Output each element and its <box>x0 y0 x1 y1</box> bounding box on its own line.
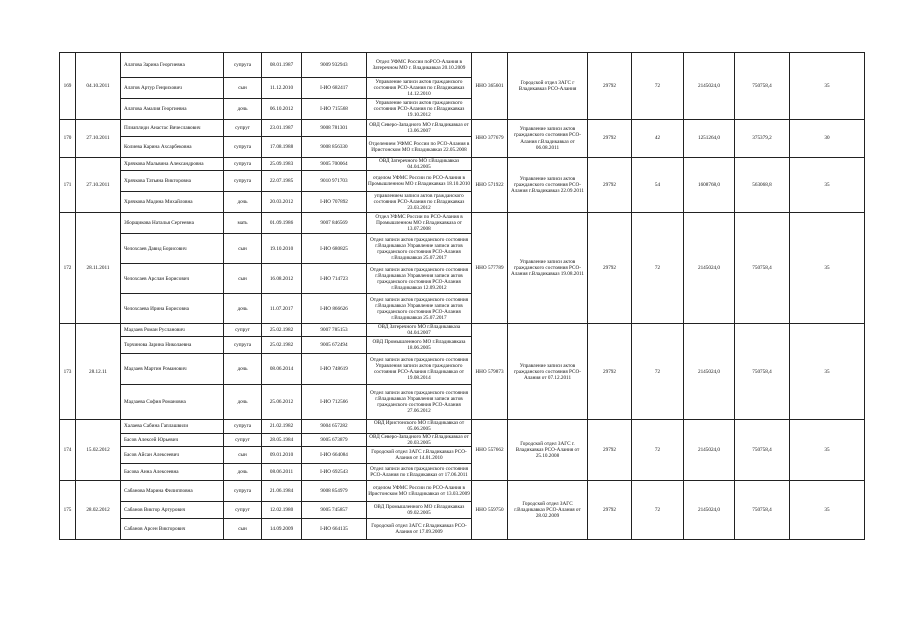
member-document: 9008 781301 <box>302 120 367 137</box>
member-issued-by: Городской отдел ЗАГС г.Владикавказ РСО-Алания от 14.01.2010 <box>367 446 472 463</box>
value-col-4: 750758,4 <box>735 53 790 120</box>
record-number: 172 <box>60 213 76 324</box>
value-col-3: 2145024,0 <box>684 480 735 539</box>
member-name: Басов Алексей Юрьевич <box>121 433 224 446</box>
member-document: 9007 785153 <box>302 324 367 337</box>
member-document: 9008 854979 <box>302 480 367 501</box>
member-birth-date: 25.02.1982 <box>262 337 302 354</box>
member-birth-date: 25.09.1983 <box>262 158 302 171</box>
value-col-5: 35 <box>790 480 865 539</box>
record-number: 171 <box>60 158 76 213</box>
member-relation: сын <box>224 264 262 294</box>
record-number: 170 <box>60 120 76 158</box>
member-relation: супруга <box>224 420 262 433</box>
member-relation: дочь <box>224 354 262 385</box>
marriage-certificate: ННО 377679 <box>472 120 508 158</box>
member-relation: сын <box>224 518 262 539</box>
member-issued-by: Отдел записи актов гражданского состояния г.Владикавказ Управление записи актов гражданского состояния РСО-Алания г.Владикавказ 25.07.2017 <box>367 294 472 324</box>
value-col-5: 35 <box>790 53 865 120</box>
value-col-2: 72 <box>632 213 684 324</box>
value-col-4: 750758,4 <box>735 213 790 324</box>
record-date: 27.10.2011 <box>76 158 121 213</box>
value-col-5: 35 <box>790 158 865 213</box>
member-document: 9008 856330 <box>302 137 367 158</box>
member-name: Мадзаев Мартин Романович <box>121 354 224 385</box>
value-col-1: 29792 <box>588 120 632 158</box>
value-col-2: 72 <box>632 480 684 539</box>
value-col-1: 29792 <box>588 53 632 120</box>
member-birth-date: 22.07.1985 <box>262 171 302 192</box>
value-col-2: 42 <box>632 120 684 158</box>
member-document: I-ИО 680825 <box>302 234 367 264</box>
member-relation: супруг <box>224 324 262 337</box>
member-birth-date: 28.05.1984 <box>262 433 302 446</box>
member-document: 9010 971703 <box>302 171 367 192</box>
value-col-5: 35 <box>790 420 865 480</box>
member-issued-by: Отдел записи актов гражданского состояния Управления записи актов гражданского состояния РСО-Алания г.Владикавказ от 19.08.2014 <box>367 354 472 385</box>
value-col-2: 72 <box>632 420 684 480</box>
value-col-1: 29792 <box>588 158 632 213</box>
member-relation: супруга <box>224 171 262 192</box>
member-name: Басова Анна Алексеевна <box>121 463 224 480</box>
member-document: 9004 657282 <box>302 420 367 433</box>
member-birth-date: 25.06.2012 <box>262 385 302 420</box>
member-relation: супруга <box>224 137 262 158</box>
member-name: Мадзаева София Романовна <box>121 385 224 420</box>
table-row <box>60 53 865 78</box>
member-name: Хрячкова Мадина Михайловна <box>121 192 224 213</box>
member-name: Торчинова Зарина Николаевна <box>121 337 224 354</box>
member-birth-date: 17.08.1988 <box>262 137 302 158</box>
member-birth-date: 08.06.2011 <box>262 463 302 480</box>
value-col-1: 29792 <box>588 480 632 539</box>
marriage-certificate: ННО 365601 <box>472 53 508 120</box>
member-name: Челохсаев Арслан Борисович <box>121 264 224 294</box>
member-birth-date: 16.08.2012 <box>262 264 302 294</box>
member-birth-date: 25.02.1982 <box>262 324 302 337</box>
member-name: Сабанова Марина Филипповна <box>121 480 224 501</box>
member-relation: супруга <box>224 158 262 171</box>
record-date: 28.02.2012 <box>76 480 121 539</box>
value-col-3: 2145024,0 <box>684 324 735 420</box>
member-relation: дочь <box>224 99 262 120</box>
member-issued-by: Отдел записи актов гражданского состояния РСО-Алания по г.Владикавказ от 17.06.2011 <box>367 463 472 480</box>
member-birth-date: 09.01.2010 <box>262 446 302 463</box>
table-row <box>60 480 865 501</box>
member-issued-by: Отдел записи актов гражданского состояния г.Владикавказ Управление записи актов гражданского состояния РСО-Алания г.Владикавказ 25.07.2017 <box>367 234 472 264</box>
member-issued-by: ОВД Затеречного МО г.Владикавказ 04.04.2005 <box>367 158 472 171</box>
member-birth-date: 08.06.2014 <box>262 354 302 385</box>
member-name: Алатова Зарина Георгиевна <box>121 53 224 78</box>
member-birth-date: 06.10.2012 <box>262 99 302 120</box>
value-col-2: 54 <box>632 158 684 213</box>
value-col-1: 29792 <box>588 420 632 480</box>
record-date: 27.10.2011 <box>76 120 121 158</box>
member-name: Хрячкова Татьяна Викторовна <box>121 171 224 192</box>
member-relation: супруг <box>224 433 262 446</box>
member-name: Сабанов Виктор Артурович <box>121 501 224 518</box>
member-issued-by: ОВД Иристонского МО г.Владикавказ от 05.06.2005 <box>367 420 472 433</box>
member-name: Алатов Артур Генрихович <box>121 78 224 99</box>
value-col-3: 2145024,0 <box>684 213 735 324</box>
registry-office: Управление записи актов гражданского состояния РСО-Алания от 07.12.2011 <box>508 324 588 420</box>
member-document: 9005 672494 <box>302 337 367 354</box>
member-relation: супруга <box>224 480 262 501</box>
member-birth-date: 12.02.1980 <box>262 501 302 518</box>
table-row <box>60 420 865 433</box>
member-document: I-ИО 707892 <box>302 192 367 213</box>
member-relation: супруг <box>224 501 262 518</box>
value-col-4: 750758,4 <box>735 480 790 539</box>
value-col-2: 72 <box>632 324 684 420</box>
member-name: Челохсаев Давид Борисович <box>121 234 224 264</box>
value-col-4: 750758,4 <box>735 420 790 480</box>
record-number: 175 <box>60 480 76 539</box>
value-col-5: 35 <box>790 213 865 324</box>
table-row <box>60 324 865 337</box>
marriage-certificate: ННО 571922 <box>472 158 508 213</box>
member-birth-date: 14.09.2009 <box>262 518 302 539</box>
member-issued-by: Городской отдел ЗАГС г.Владикавказ РСО-Алания от 17.09.2009 <box>367 518 472 539</box>
marriage-certificate: ННО 579873 <box>472 324 508 420</box>
member-relation: дочь <box>224 294 262 324</box>
records-body <box>60 53 865 540</box>
member-relation: супруга <box>224 53 262 78</box>
member-document: I-ИО 712566 <box>302 385 367 420</box>
member-issued-by: ОВД Промышленного МО г.Владикавказа 18.06.2005 <box>367 337 472 354</box>
table-row <box>60 158 865 171</box>
member-issued-by: Управление записи актов гражданского состояния РСО-Алания по г.Владикавказ 19.10.2012 <box>367 99 472 120</box>
marriage-certificate: ННО 559750 <box>472 480 508 539</box>
record-number: 173 <box>60 324 76 420</box>
value-col-3: 2145024,0 <box>684 420 735 480</box>
value-col-5: 30 <box>790 120 865 158</box>
record-date: 28.12.11 <box>76 324 121 420</box>
member-name: Хрячкова Мальвина Александровна <box>121 158 224 171</box>
member-relation: сын <box>224 78 262 99</box>
value-col-3: 2145024,0 <box>684 53 735 120</box>
value-col-5: 35 <box>790 324 865 420</box>
member-issued-by: Отдел УФМС России поРСО-Алания в Затеречном МО г. Владикавказ 20.10.2009 <box>367 53 472 78</box>
member-birth-date: 21.06.1984 <box>262 480 302 501</box>
record-date: 04.10.2011 <box>76 53 121 120</box>
member-relation: дочь <box>224 385 262 420</box>
member-relation: супруг <box>224 120 262 137</box>
member-birth-date: 08.01.1987 <box>262 53 302 78</box>
marriage-certificate: ННО 577789 <box>472 213 508 324</box>
table-row <box>60 120 865 137</box>
records-table <box>59 52 865 540</box>
member-issued-by: ОВД Затеречного МО г.Владикавказа 04.04.2007 <box>367 324 472 337</box>
record-date: 15.02.2012 <box>76 420 121 480</box>
member-birth-date: 21.02.1982 <box>262 420 302 433</box>
member-birth-date: 20.03.2012 <box>262 192 302 213</box>
member-issued-by: Отделением УФМС России по РСО-Алания в Иристонском МО г.Владикавказ 22.05.2008 <box>367 137 472 158</box>
registry-office: Городской отдел ЗАГС г. Владикавказ РСО-Алания от 25.10.2008 <box>508 420 588 480</box>
member-name: Зборщикова Наталья Сергеевна <box>121 213 224 234</box>
value-col-2: 72 <box>632 53 684 120</box>
member-document: I-ИО 664135 <box>302 518 367 539</box>
member-birth-date: 11.07.2017 <box>262 294 302 324</box>
member-relation: дочь <box>224 463 262 480</box>
value-col-4: 375379,2 <box>735 120 790 158</box>
member-issued-by: ОВД Промышленного МО г.Владикавказ 09.02.2005 <box>367 501 472 518</box>
value-col-1: 29792 <box>588 324 632 420</box>
member-document: I-ИО 866626 <box>302 294 367 324</box>
record-number: 169 <box>60 53 76 120</box>
record-number: 174 <box>60 420 76 480</box>
member-issued-by: Отдел записи актов гражданского состояния г.Владикавказ Управления записи актов гражданского состояния РСО-Алания г.Владикавказ 12.09.2012 <box>367 264 472 294</box>
member-document: 9005 745857 <box>302 501 367 518</box>
member-relation: дочь <box>224 192 262 213</box>
member-name: Челохсаева Ирина Борисовна <box>121 294 224 324</box>
member-document: 9005 673879 <box>302 433 367 446</box>
member-relation: мать <box>224 213 262 234</box>
registry-office: Городской отдел ЗАГС г.Владикавказ РСО-Алания от 28.02.2009 <box>508 480 588 539</box>
registry-office: Городской отдел ЗАГС г Владикавказ РСО-Алания <box>508 53 588 120</box>
member-document: 9009 932943 <box>302 53 367 78</box>
value-col-4: 563068,8 <box>735 158 790 213</box>
record-date: 28.11.2011 <box>76 213 121 324</box>
member-issued-by: отделом УФМС России по РСО-Алания в Промышленном МО г.Владикавказ 18.10.2010 <box>367 171 472 192</box>
member-name: Алатова Амалия Георгиевна <box>121 99 224 120</box>
member-document: 9005 700064 <box>302 158 367 171</box>
member-document: I-ИО 748619 <box>302 354 367 385</box>
member-document: I-ИО 682417 <box>302 78 367 99</box>
member-issued-by: отделом УФМС России по РСО-Алания в Иристонском МО г.Владикавказ от 13.03.2009 <box>367 480 472 501</box>
value-col-1: 29792 <box>588 213 632 324</box>
value-col-3: 1251264,0 <box>684 120 735 158</box>
member-document: I-ИО 714723 <box>302 264 367 294</box>
member-document: 9007 846569 <box>302 213 367 234</box>
registry-office: Управление записи актов гражданского состояния РСО-Алания г.Владикавказ от 06.08.2011 <box>508 120 588 158</box>
member-birth-date: 23.01.1987 <box>262 120 302 137</box>
member-document: I-ИО 715568 <box>302 99 367 120</box>
member-birth-date: 19.10.2010 <box>262 234 302 264</box>
member-issued-by: Отдел записи актов гражданского состояния г.Владикавказ Управления записи актов гражданского состояния РСО-Алания 27.06.2012 <box>367 385 472 420</box>
value-col-3: 1608768,0 <box>684 158 735 213</box>
member-name: Халаева Сабина Гаплашвили <box>121 420 224 433</box>
member-document: I-ИО 692543 <box>302 463 367 480</box>
member-issued-by: Управление записи актов гражданского состояния РСО-Алания по г.Владикавказ 14.12.2010 <box>367 78 472 99</box>
registry-office: Управление записи актов гражданского состояния РСО-Алания г.Владикавказ 19.08.2011 <box>508 213 588 324</box>
member-name: Мадзаев Роман Русланович <box>121 324 224 337</box>
table-row <box>60 213 865 234</box>
value-col-4: 750758,4 <box>735 324 790 420</box>
member-name: Плиаплиди Анастас Вячеславович <box>121 120 224 137</box>
marriage-certificate: ННО 557662 <box>472 420 508 480</box>
member-relation: сын <box>224 446 262 463</box>
member-relation: сын <box>224 234 262 264</box>
member-name: Сабанов Арсен Викторович <box>121 518 224 539</box>
member-issued-by: ОВД Северо-Западного МО г.Владикавказ от 20.03.2005 <box>367 433 472 446</box>
member-birth-date: 01.09.1986 <box>262 213 302 234</box>
registry-office: Управление записи актов гражданского состояния РСО-Алания г.Владикавказ 22.09.2011 <box>508 158 588 213</box>
member-relation: супруга <box>224 337 262 354</box>
member-issued-by: управлением записи актов гражданского состояния РСО-Алания по г.Владикавказ 23.03.2012 <box>367 192 472 213</box>
member-issued-by: ОВД Северо-Западного МО г.Владикавказ от 13.06.2007 <box>367 120 472 137</box>
member-name: Колиева Карина Ахсарбековна <box>121 137 224 158</box>
member-issued-by: Отдел УФМС России по РСО-Алания в Промышленном МО г.Владикавказа от 13.07.2008 <box>367 213 472 234</box>
member-birth-date: 11.12.2010 <box>262 78 302 99</box>
member-document: I-ИО 664084 <box>302 446 367 463</box>
member-name: Басов Айсан Алексеевич <box>121 446 224 463</box>
